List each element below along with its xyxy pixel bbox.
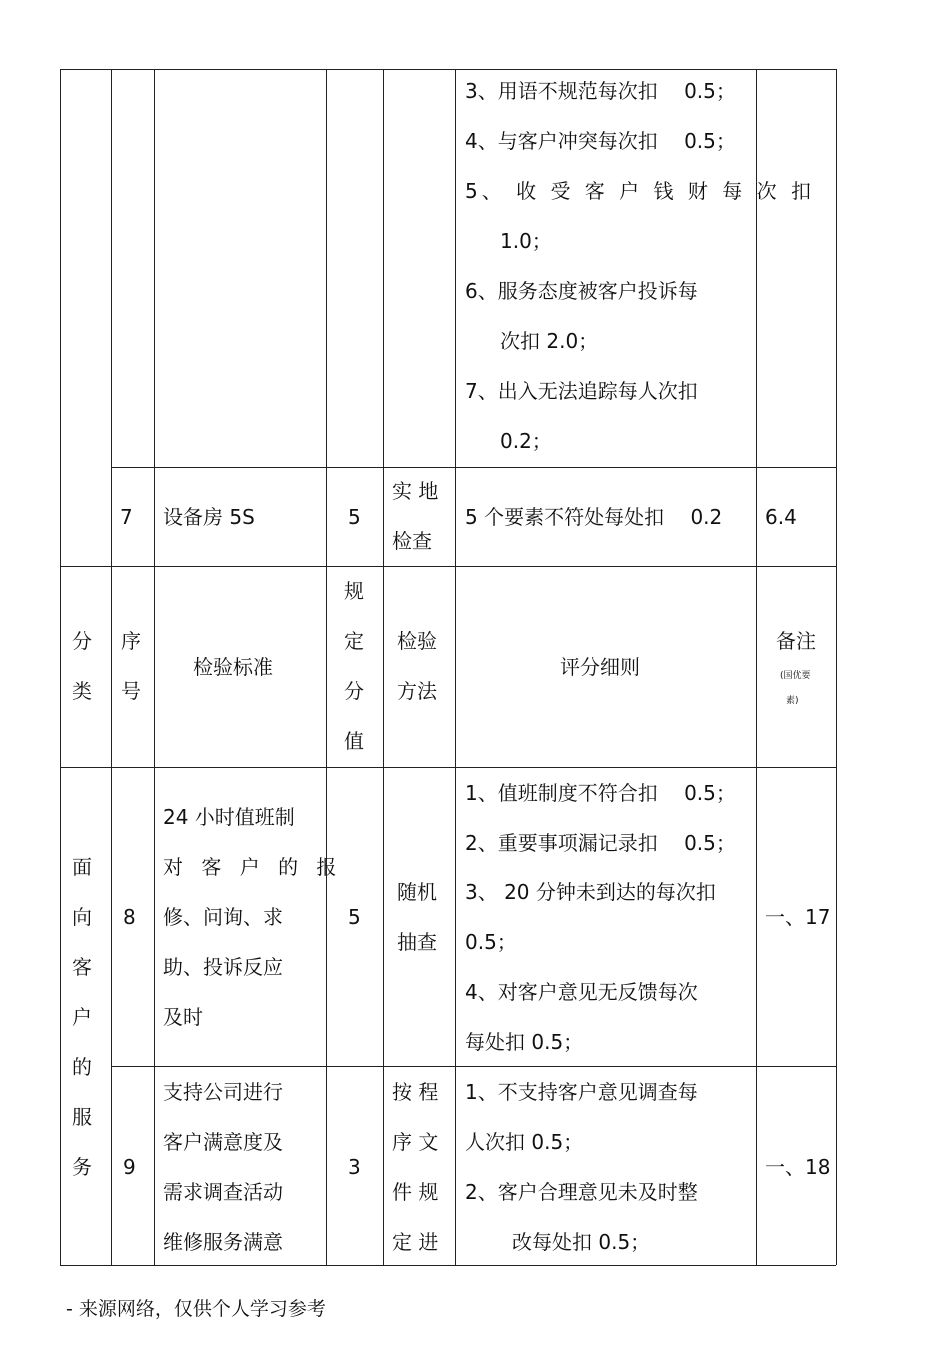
score-value: 5 <box>348 905 361 929</box>
rule-line: 3、 20 分钟未到达的每次扣 <box>465 880 716 904</box>
rule-line: 0.2； <box>500 429 552 453</box>
header-score: 分 <box>344 679 364 703</box>
note-value: 6.4 <box>765 505 797 529</box>
header-score: 定 <box>344 629 364 653</box>
inspection-standard: 维修服务满意 <box>163 1230 283 1254</box>
inspection-method: 抽查 <box>397 930 437 954</box>
header-note-sub: 素) <box>786 696 799 706</box>
score-value: 5 <box>348 505 361 529</box>
rule-line: 1、不支持客户意见调查每 <box>465 1080 698 1104</box>
header-score: 值 <box>344 729 364 753</box>
inspection-standard: 支持公司进行 <box>163 1080 283 1104</box>
inspection-standard: 对 客 户 的 报 <box>163 855 343 879</box>
header-note: 备注 <box>776 629 816 653</box>
note-value: 一、17 <box>765 905 831 929</box>
rule-line: 4、对客户意见无反馈每次 <box>465 980 698 1004</box>
category-char: 客 <box>72 955 92 979</box>
row-number: 8 <box>123 905 136 929</box>
row-divider <box>111 1066 836 1067</box>
category-char: 户 <box>72 1005 92 1029</box>
inspection-method: 序 文 <box>392 1130 439 1154</box>
header-note-sub: (国优要 <box>780 671 811 681</box>
table-border-left <box>60 69 61 1265</box>
rule-line: 2、重要事项漏记录扣 0.5； <box>465 831 736 855</box>
rule-line: 3、用语不规范每次扣 0.5； <box>465 79 736 103</box>
rule-line: 人次扣 0.5； <box>465 1130 584 1154</box>
inspection-method: 随机 <box>397 880 437 904</box>
inspection-standard: 设备房 5S <box>163 505 255 529</box>
inspection-method: 定 进 <box>392 1230 439 1254</box>
row-divider <box>60 767 836 768</box>
header-number: 序 <box>121 629 141 653</box>
header-number: 号 <box>121 679 141 703</box>
row-number: 9 <box>123 1155 136 1179</box>
rule-line: 次扣 2.0； <box>500 329 599 353</box>
inspection-standard: 修、问询、求 <box>163 905 283 929</box>
rule-line: 4、与客户冲突每次扣 0.5； <box>465 129 736 153</box>
rule-line: 5 个要素不符处每处扣 0.2 <box>465 505 723 529</box>
column-divider <box>383 69 384 1265</box>
rule-line: 1、值班制度不符合扣 0.5； <box>465 781 736 805</box>
inspection-standard: 助、投诉反应 <box>163 955 283 979</box>
column-divider <box>756 69 757 1265</box>
column-divider <box>111 69 112 1265</box>
category-char: 向 <box>72 905 92 929</box>
table-border-right <box>836 69 837 1265</box>
header-method: 检验 <box>397 629 437 653</box>
rule-line: 0.5； <box>465 930 517 954</box>
rule-line: 2、客户合理意见未及时整 <box>465 1180 698 1204</box>
row-divider <box>111 467 836 468</box>
inspection-standard: 24 小时值班制 <box>163 805 295 829</box>
inspection-method: 检查 <box>392 529 432 553</box>
inspection-method: 件 规 <box>392 1180 439 1204</box>
table-border-top <box>60 69 836 70</box>
inspection-standard: 需求调查活动 <box>163 1180 283 1204</box>
column-divider <box>154 69 155 1265</box>
rule-line: 7、出入无法追踪每人次扣 <box>465 379 698 403</box>
inspection-method: 按 程 <box>392 1080 439 1104</box>
category-char: 务 <box>72 1155 92 1179</box>
table-border-bottom <box>60 1265 836 1266</box>
rule-line: 改每处扣 0.5； <box>512 1230 651 1254</box>
score-value: 3 <box>348 1155 361 1179</box>
note-value: 一、18 <box>765 1155 831 1179</box>
category-char: 服 <box>72 1105 92 1129</box>
column-divider <box>326 69 327 1265</box>
rule-line: 每处扣 0.5； <box>465 1030 584 1054</box>
header-category: 类 <box>72 679 92 703</box>
rule-line: 5、 收 受 客 户 钱 财 每 次 扣 <box>465 179 815 203</box>
row-number: 7 <box>120 505 133 529</box>
source-footnote: - 来源网络，仅供个人学习参考 <box>66 1298 326 1320</box>
category-char: 面 <box>72 855 92 879</box>
inspection-standard: 及时 <box>163 1005 203 1029</box>
inspection-standard: 客户满意度及 <box>163 1130 283 1154</box>
rule-line: 6、服务态度被客户投诉每 <box>465 279 698 303</box>
header-standard: 检验标准 <box>193 655 273 679</box>
category-char: 的 <box>72 1055 92 1079</box>
header-category: 分 <box>72 629 92 653</box>
inspection-method: 实 地 <box>392 479 439 503</box>
header-rules: 评分细则 <box>560 655 640 679</box>
header-method: 方法 <box>397 679 437 703</box>
rule-line: 1.0； <box>500 229 552 253</box>
column-divider <box>455 69 456 1265</box>
header-score: 规 <box>344 579 364 603</box>
row-divider <box>60 566 836 567</box>
